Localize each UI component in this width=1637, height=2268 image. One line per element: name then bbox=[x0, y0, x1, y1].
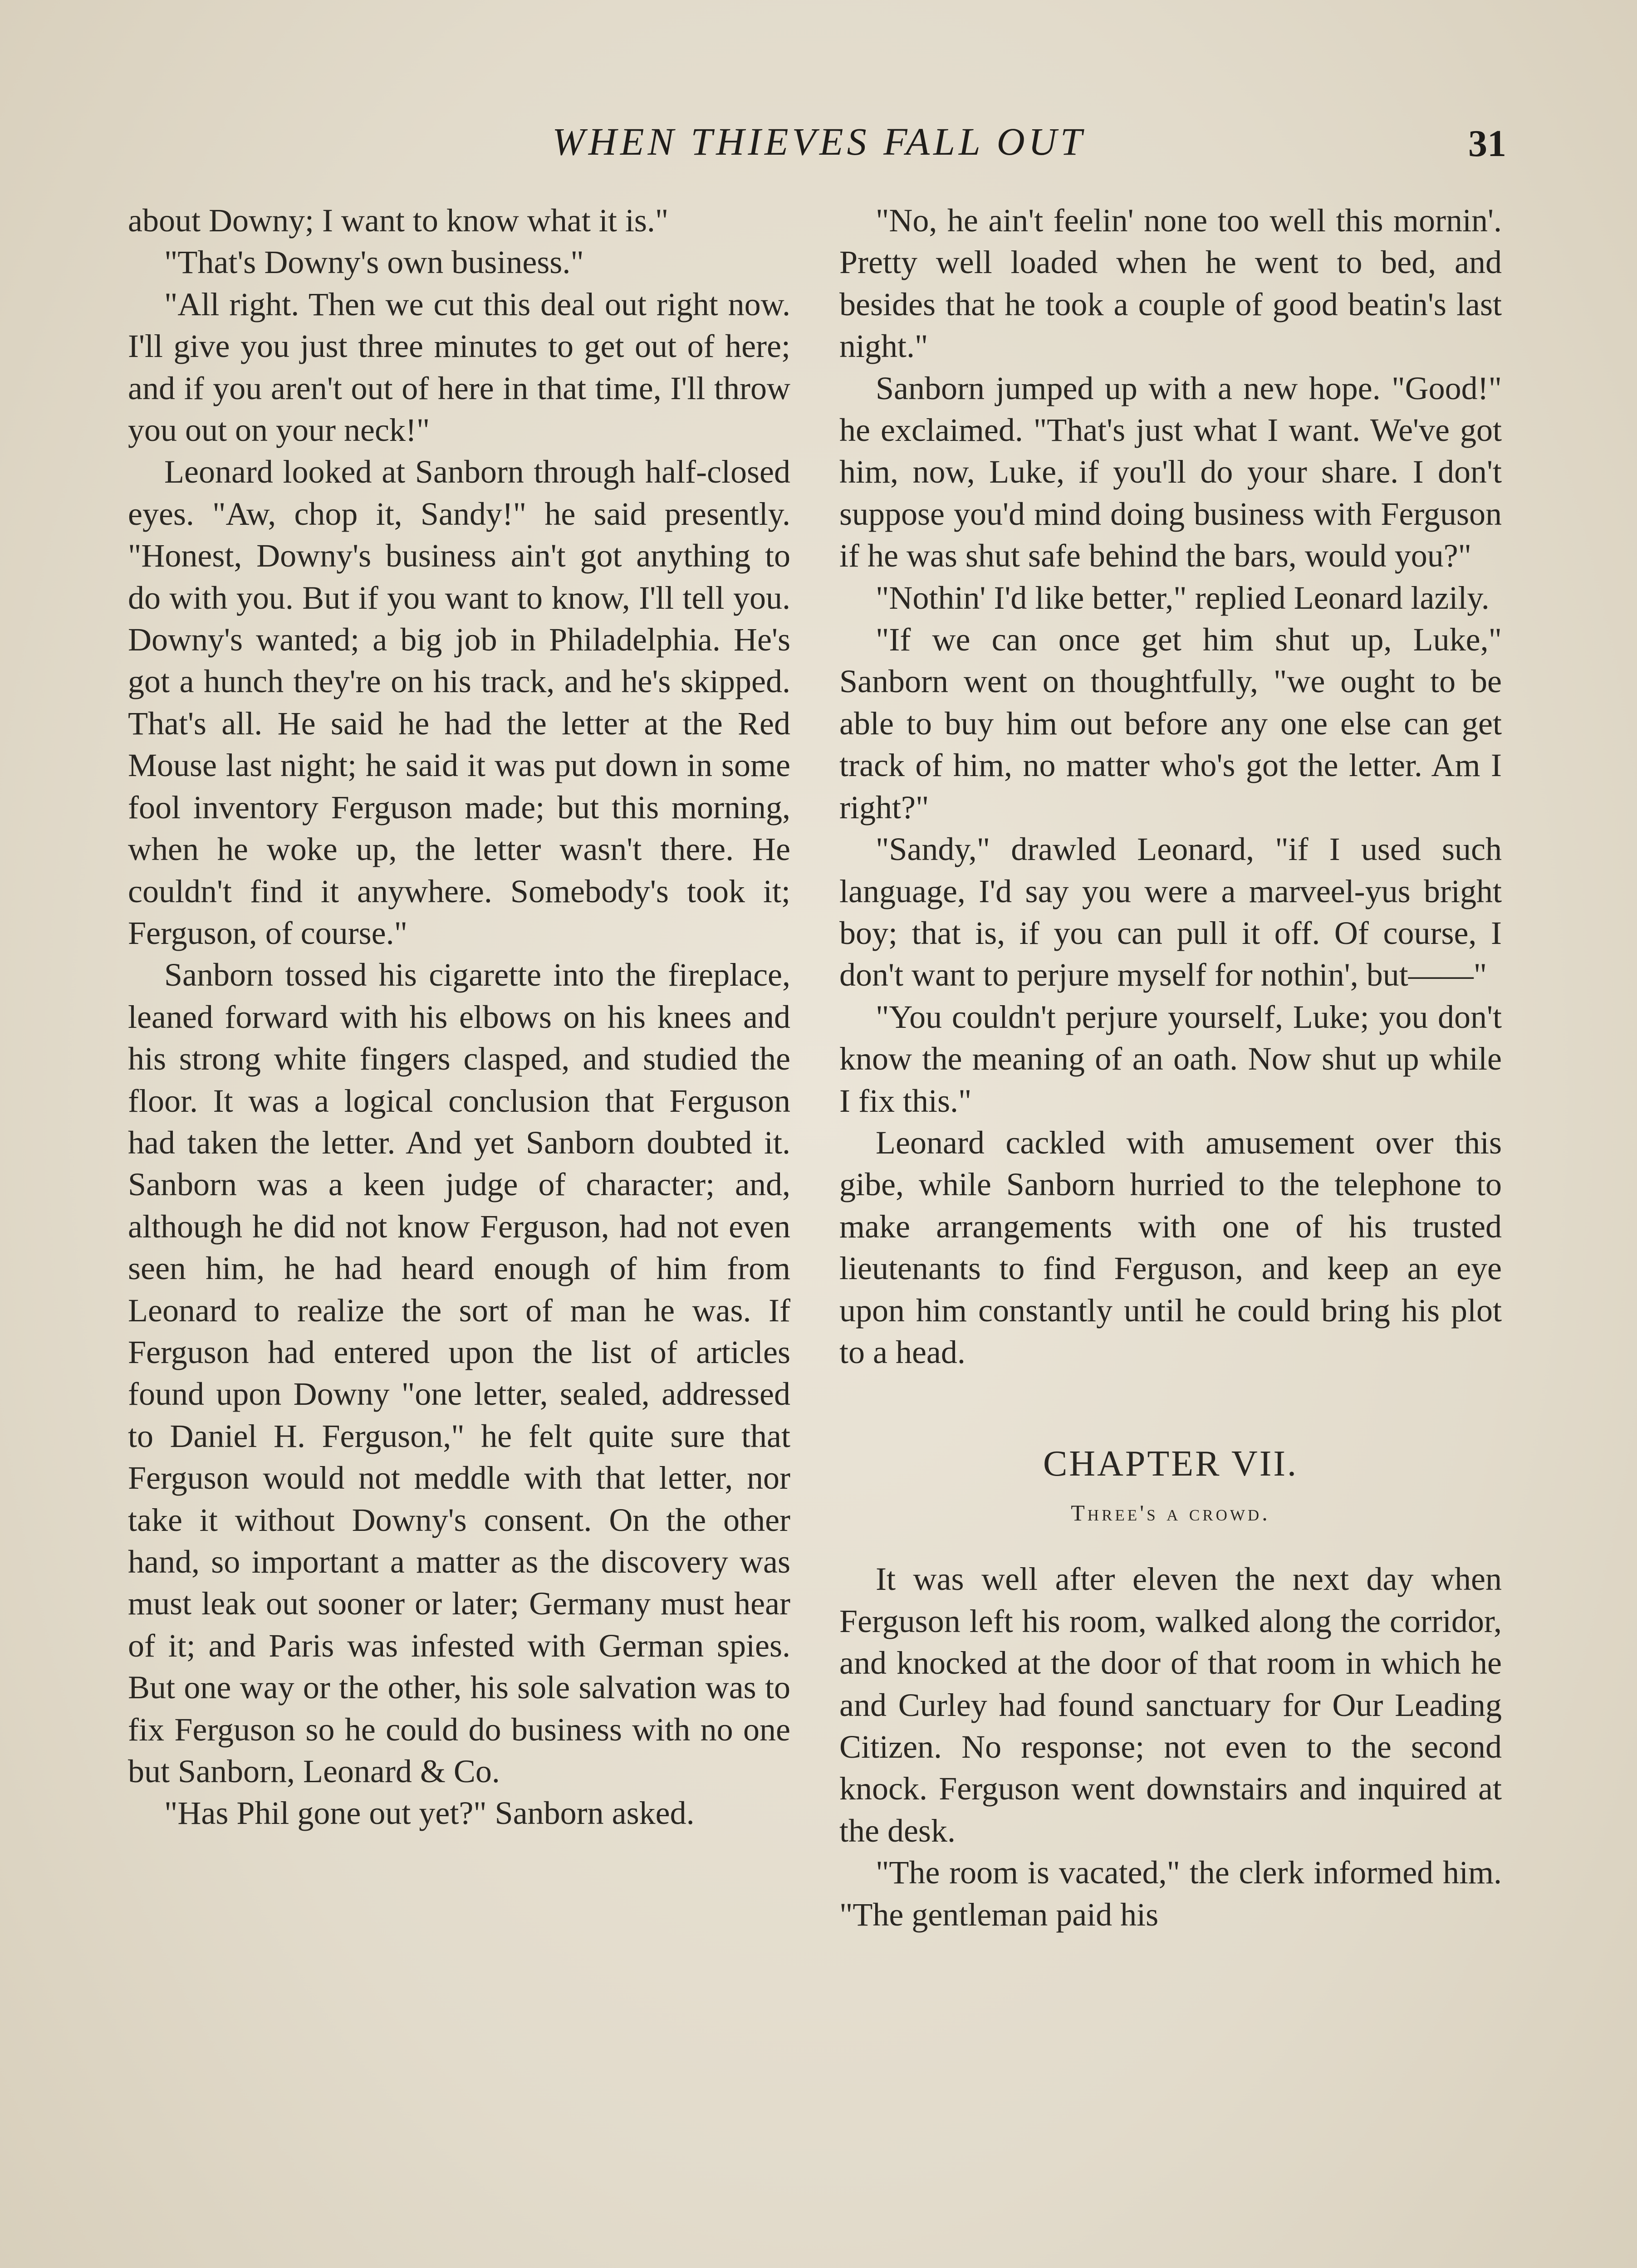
paragraph: It was well after eleven the next day when Ferguson left his room, walked along the corridor, and knocked at the door of that room in which he and Curley had found sanctuary for Our Leading Citizen. No response; not even to the second knock. Ferguson went downstairs and inquired at the desk. bbox=[839, 1561, 1502, 1849]
paragraph: "All right. Then we cut this deal out right now. I'll give you just three minutes to get out of here; and if you aren't out of here in that time, I'll throw you out on your neck!" bbox=[128, 286, 790, 449]
paragraph: "The room is vacated," the clerk informed him. "The gentleman paid his bbox=[839, 1854, 1502, 1933]
paragraph: Sanborn tossed his cigarette into the fireplace, leaned forward with his elbows on his knees and his strong white fingers clasped, and studied the floor. It was a logical conclusion that Ferguson had taken the letter. And yet Sanborn doubted it. Sanborn was a keen judge of character; and, although he did not know Ferguson, had not even seen him, he had heard enough of him from Leonard to realize the sort of man he was. If Ferguson had entered upon the list of articles found upon Downy "one letter, sealed, addressed to Daniel H. Ferguson," he felt quite sure that Ferguson would not meddle with that letter, nor take it without Downy's consent. On the other hand, so important a matter as the discovery was must leak out sooner or later; Germany must hear of it; and Paris was infested with German spies. But one way or the other, his sole salvation was to fix Ferguson so he could do business with no one but Sanborn, Leonard & Co. bbox=[128, 957, 790, 1790]
page-number: 31 bbox=[1468, 122, 1506, 165]
left-column bbox=[128, 200, 790, 1834]
paragraph: Sanborn jumped up with a new hope. "Good!" he exclaimed. "That's just what I want. We've got him, now, Luke, if you'll do your share. I don't suppose you'd mind doing business with Ferguson if he was shut safe behind the bars, would you?" bbox=[839, 370, 1502, 574]
paragraph: "You couldn't perjure yourself, Luke; you don't know the meaning of an oath. Now shut up while I fix this." bbox=[839, 998, 1502, 1119]
paragraph: "No, he ain't feelin' none too well this mornin'. Pretty well loaded when he went to bed, and besides that he took a couple of good beatin's last night." bbox=[839, 202, 1502, 365]
paragraph: "Sandy," drawled Leonard, "if I used such language, I'd say you were a marveel-yus bright boy; that is, if you can pull it off. Of course, I don't want to perjure myself for nothin', but——" bbox=[839, 831, 1502, 993]
paragraph: "That's Downy's own business." bbox=[164, 244, 584, 281]
paragraph: "Nothin' I'd like better," replied Leonard lazily. bbox=[876, 579, 1490, 616]
paragraph: Leonard looked at Sanborn through half-closed eyes. "Aw, chop it, Sandy!" he said presently. "Honest, Downy's business ain't got anything to do with you. But if you want to know, I'll tell you. Downy's wanted; a big job in Philadelphia. He's got a hunch they're on his track, and he's skipped. That's all. He said he had the letter at the Red Mouse last night; he said it was put down in some fool inventory Ferguson made; but this morning, when he woke up, the letter wasn't there. He couldn't find it anywhere. Somebody's took it; Ferguson, of course." bbox=[128, 454, 790, 951]
paragraph: "If we can once get him shut up, Luke," Sanborn went on thoughtfully, "we ought to be able to buy him out before any one else can get track of him, no matter who's got the letter. Am I right?" bbox=[839, 621, 1502, 826]
paragraph: about Downy; I want to know what it is." bbox=[128, 202, 669, 239]
chapter-title: CHAPTER VII. bbox=[1043, 1444, 1299, 1484]
paragraph: Leonard cackled with amusement over this gibe, while Sanborn hurried to the telephone to make arrangements with one of his trusted lieutenants to find Ferguson, and keep an eye upon him constantly until he could bring his plot to a head. bbox=[839, 1124, 1502, 1370]
paragraph: "Has Phil gone out yet?" Sanborn asked. bbox=[164, 1795, 695, 1832]
running-title: WHEN THIEVES FALL OUT bbox=[552, 120, 1086, 163]
right-column bbox=[839, 200, 1502, 1936]
chapter-subtitle: Three's a crowd. bbox=[1071, 1500, 1270, 1526]
